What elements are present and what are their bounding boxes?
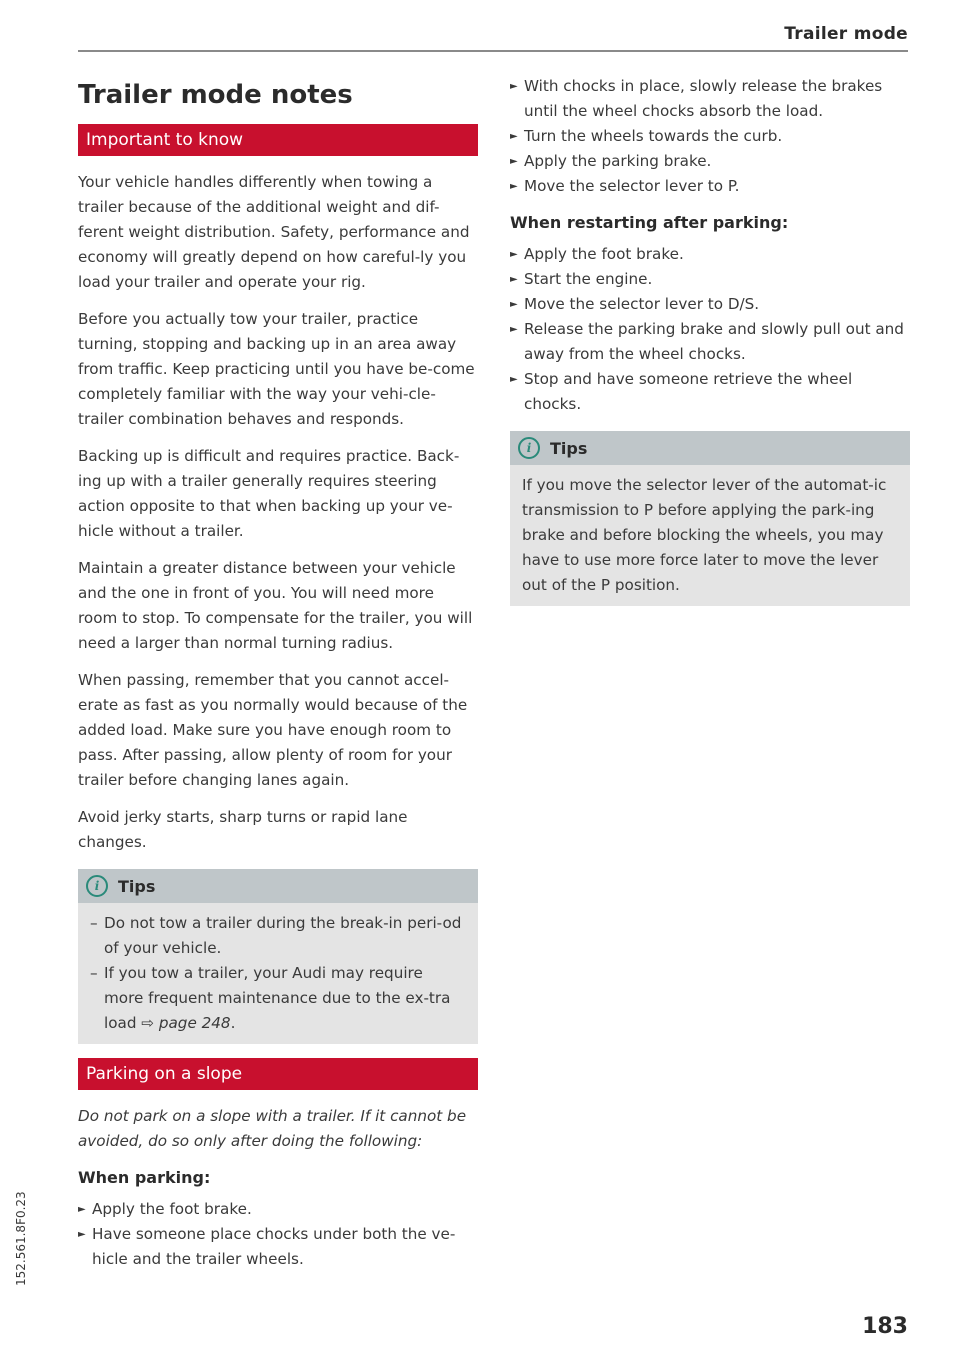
- step-item: [510, 317, 910, 367]
- tips-item-text: If you tow a trailer, your Audi may require more frequent maintenance due to the ex-tra load: [104, 964, 451, 1032]
- tips-list-item: [90, 961, 466, 1036]
- step-item: [78, 1197, 478, 1222]
- step-text: Stop and have someone retrieve the wheel chocks.: [524, 370, 853, 413]
- step-item: [510, 149, 910, 174]
- step-item: [510, 242, 910, 267]
- step-text: Apply the foot brake.: [524, 245, 684, 263]
- tips-text: If you move the selector lever of the automat-ic transmission to P before applying the park-ing brake and before blocking the wheels, you may have to use more force later to move the lever out of the P position.: [522, 476, 887, 594]
- paragraph: When passing, remember that you cannot accel-erate as fast as you normally would because of the added load. Make sure you have enough room to pass. After passing, allow plenty of room for your trailer before changing lanes again.: [78, 671, 468, 789]
- tips-list-item: [90, 911, 466, 961]
- tips-box: [510, 431, 910, 606]
- arrow-bullet-icon: ►: [510, 324, 518, 335]
- dash-icon: –: [90, 914, 98, 932]
- step-text: Apply the foot brake.: [92, 1200, 252, 1218]
- tips-body: [78, 903, 478, 1044]
- step-text: Release the parking brake and slowly pull out and away from the wheel chocks.: [524, 320, 904, 363]
- step-item: [510, 174, 910, 199]
- tips-header: [510, 431, 910, 465]
- restart-heading: When restarting after parking:: [510, 213, 789, 232]
- arrow-bullet-icon: ►: [510, 156, 518, 167]
- step-item: [510, 292, 910, 317]
- step-item: [510, 367, 910, 417]
- info-icon: i: [86, 875, 108, 897]
- tips-body: [510, 465, 910, 606]
- step-text: Start the engine.: [524, 270, 653, 288]
- left-column: [78, 74, 478, 1282]
- arrow-bullet-icon: ►: [510, 181, 518, 192]
- arrow-bullet-icon: ►: [510, 131, 518, 142]
- document-code: 152.561.8F0.23: [14, 1191, 28, 1286]
- step-text: Move the selector lever to P.: [524, 177, 740, 195]
- tips-item-end: .: [230, 1014, 236, 1032]
- when-parking-steps: [78, 1197, 478, 1272]
- arrow-bullet-icon: ►: [78, 1204, 86, 1215]
- step-text: Move the selector lever to D/S.: [524, 295, 760, 313]
- step-text: With chocks in place, slowly release the brakes until the wheel chocks absorb the load.: [524, 77, 883, 120]
- info-icon: i: [518, 437, 540, 459]
- step-text: Turn the wheels towards the curb.: [524, 127, 783, 145]
- tips-heading: Tips: [118, 876, 156, 896]
- when-parking-heading: When parking:: [78, 1168, 211, 1187]
- tips-item-text: Do not tow a trailer during the break-in peri-od of your vehicle.: [104, 914, 462, 957]
- header-rule: [78, 50, 908, 52]
- arrow-bullet-icon: ►: [510, 374, 518, 385]
- arrow-bullet-icon: ►: [510, 299, 518, 310]
- step-item: [510, 124, 910, 149]
- step-text: Apply the parking brake.: [524, 152, 712, 170]
- restart-steps: [510, 242, 910, 417]
- parking-on-slope-bar: Parking on a slope: [78, 1058, 478, 1090]
- dash-icon: –: [90, 964, 98, 982]
- important-to-know-bar: Important to know: [78, 124, 478, 156]
- tips-box: [78, 869, 478, 1044]
- paragraph: Your vehicle handles differently when towing a trailer because of the additional weight and dif-ferent weight distribution. Safety, performance and economy will greatly depend on how careful-ly you load your trailer and operate your rig.: [78, 173, 470, 291]
- parking-intro: Do not park on a slope with a trailer. If it cannot be avoided, do so only after doing the following:: [78, 1107, 467, 1150]
- paragraph: Backing up is difficult and requires practice. Back-ing up with a trailer generally requires steering action opposite to that when backing up your ve-hicle without a trailer.: [78, 447, 460, 540]
- step-item: [78, 1222, 478, 1272]
- arrow-bullet-icon: ►: [78, 1229, 86, 1240]
- step-item: [510, 267, 910, 292]
- step-item: [510, 74, 910, 124]
- right-column: [510, 74, 910, 620]
- arrow-bullet-icon: ►: [510, 81, 518, 92]
- step-text: Have someone place chocks under both the ve-hicle and the trailer wheels.: [92, 1225, 456, 1268]
- paragraph: Avoid jerky starts, sharp turns or rapid lane changes.: [78, 808, 408, 851]
- arrow-bullet-icon: ►: [510, 274, 518, 285]
- parking-steps-continued: [510, 74, 910, 199]
- tips-heading: Tips: [550, 438, 588, 458]
- page-number: 183: [862, 1314, 908, 1339]
- tips-list: [90, 911, 466, 1036]
- page-reference-link[interactable]: ⇨ page 248: [141, 1014, 231, 1032]
- tips-header: [78, 869, 478, 903]
- paragraph: Before you actually tow your trailer, practice turning, stopping and backing up in an area away from traffic. Keep practicing until you have be-come completely familiar with the way your vehi-cle-trailer combination behaves and responds.: [78, 310, 475, 428]
- arrow-bullet-icon: ►: [510, 249, 518, 260]
- running-head: Trailer mode: [784, 24, 908, 44]
- paragraph: Maintain a greater distance between your vehicle and the one in front of you. You will need more room to stop. To compensate for the trailer, you will need a larger than normal turning radius.: [78, 559, 473, 652]
- section-title: Trailer mode notes: [78, 80, 353, 110]
